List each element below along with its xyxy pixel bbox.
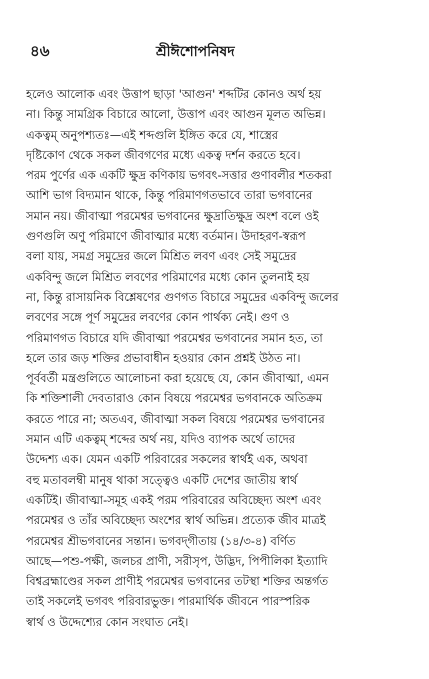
- text-line: উদ্দেশ্য এক। যেমন একটি পরিবারের সকলের স্বার্থই এক, অথবা: [26, 452, 308, 467]
- text-line: পূর্ববর্তী মন্ত্রগুলিতে আলোচনা করা হয়েছে যে, কোন জীবাত্মা, এমন: [26, 371, 329, 386]
- text-line: বিশ্বব্রহ্মাণ্ডের সকল প্রাণীই পরমেশ্বর ভগবানের তটস্থা শক্তির অন্তর্গত: [26, 574, 329, 589]
- text-line: করতে পারে না; অতএব, জীবাত্মা সকল বিষয়ে পরমেশ্বর ভগবানের: [26, 411, 325, 426]
- text-line: হলে তার জড় শক্তির প্রভাবাধীন হওয়ার কোন প্রশ্নই উঠত না।: [26, 350, 301, 365]
- text-line: আশি ভাগ বিদ্যমান থাকে, কিন্তু পরিমাণগতভাবে তারা ভগবানের: [26, 188, 313, 203]
- page-number: ৪৬: [30, 42, 50, 60]
- text-line: পরমেশ্বর ও তাঁর অবিচ্ছেদ্য অংশের স্বার্থ অভিন্ন। প্রত্যেক জীব মাত্রই: [26, 513, 326, 528]
- text-line: লবণের সঙ্গে পূর্ণ সমুদ্রের লবণের কোন পার্থক্য নেই। গুণ ও: [26, 310, 290, 325]
- body-text: [26, 84, 405, 632]
- text-line: সমান এটি একত্বম্‌ শব্দের অর্থ নয়, যদিও ব্যাপক অর্থে তাদের: [26, 432, 296, 447]
- text-line: পরম পুর্ণের এক একটি ক্ষুদ্র কণিকায় ভগবৎ-সত্তার গুণাবলীর শতকরা: [26, 168, 332, 183]
- text-line: সমান নয়। জীবাত্মা পরমেশ্বর ভগবানের ক্ষুদ্রাতিক্ষুদ্র অংশ বলে ওই: [26, 208, 319, 223]
- text-line: একবিন্দু জলে মিশ্রিত লবণের পরিমাণের মধ্যে কোন তুলনাই হয়: [26, 269, 310, 284]
- text-line: পরমেশ্বর শ্রীভগবানের সন্তান। ভগবদ্‌গীতায় (১৪/৩-৪) বর্ণিত: [26, 533, 296, 548]
- text-line: পরিমাণগত বিচারে যদি জীবাত্মা পরমেশ্বর ভগবানের সমান হত, তা: [26, 330, 323, 345]
- text-line: বহু মতাবলম্বী মানুষ থাকা সত্ত্বেও একটি দেশের জাতীয় স্বার্থ: [26, 472, 298, 487]
- text-line: হলেও আলোক এবং উত্তাপ ছাড়া 'আগুন' শব্দটির কোনও অর্থ হয়: [26, 87, 322, 101]
- text-line: না। কিন্তু সামগ্রিক বিচারে আলো, উত্তাপ এবং আগুন মূলত অভিন্ন।: [26, 107, 326, 122]
- text-line: কি শক্তিশালী দেবতারাও কোন বিষয়ে পরমেশ্বর ভগবানকে অতিক্রম: [26, 391, 323, 406]
- running-title: শ্রীঈশোপনিষদ: [156, 44, 235, 60]
- text-line: স্বার্থ ও উদ্দেশ্যের কোন সংঘাত নেই।: [26, 614, 189, 629]
- text-line: গুণগুলি অণু পরিমাণে জীবাত্মার মধ্যে বর্তমান। উদাহরণ-স্বরূপ: [26, 229, 306, 244]
- text-line: তাই সকলেই ভগবৎ পরিবারভুক্ত। পারমার্থিক জীবনে পারস্পরিক: [26, 594, 310, 609]
- page-header: [26, 40, 405, 68]
- paragraph: [26, 84, 405, 632]
- text-line: দৃষ্টিকোণ থেকে সকল জীবগণের মধ্যে একত্ব দর্শন করতে হবে।: [26, 147, 301, 162]
- text-line: বলা যায়, সমগ্র সমুদ্রের জলে মিশ্রিত লবণ এবং সেই সমুদ্রের: [26, 249, 297, 264]
- text-line: না, কিন্তু রাসায়নিক বিশ্লেষণের গুণগত বিচারে সমুদ্রের একবিন্দু জলের: [26, 289, 339, 304]
- text-line: একটিই। জীবাত্মা-সমূহ একই পরম পরিবারের অবিচ্ছেদ্য অংশ এবং: [26, 492, 322, 507]
- text-line: আছে—পশু-পক্ষী, জলচর প্রাণী, সরীসৃপ, উদ্ভিদ, পিপীলিকা ইত্যাদি: [26, 553, 328, 568]
- text-line: একত্বম্‌ অনুপশ্যতঃ—এই শব্দগুলি ইঙ্গিত করে যে, শাস্ত্রের: [26, 127, 279, 142]
